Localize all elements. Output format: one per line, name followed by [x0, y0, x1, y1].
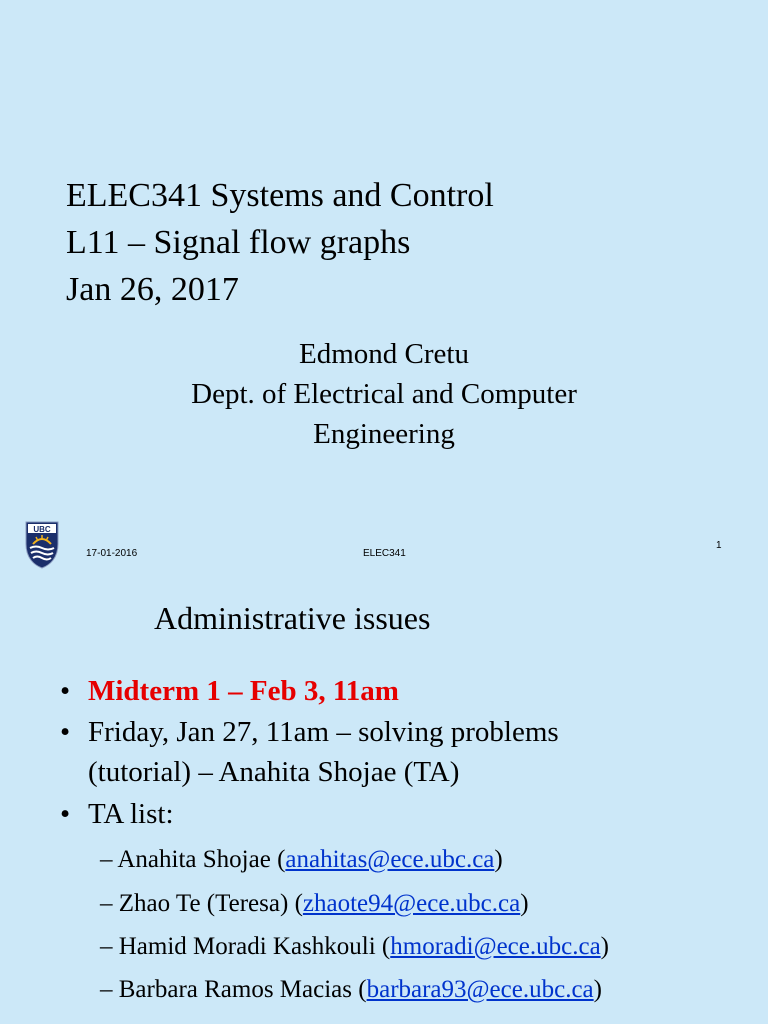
footer-course: ELEC341 — [363, 548, 406, 559]
ta-email-link[interactable]: barbara93@ece.ubc.ca — [366, 976, 594, 1003]
slide-title-lecture: L11 – Signal flow graphs — [66, 224, 411, 261]
ta-close-paren: ) — [494, 846, 503, 873]
admin-slide — [0, 578, 768, 1024]
author-name: Edmond Cretu — [299, 338, 469, 370]
bullet-marker: • — [60, 675, 71, 707]
ta-name: Anahita Shojae — [117, 846, 271, 873]
ta-dash: – — [100, 976, 113, 1003]
ta-open-paren: ( — [352, 976, 367, 1003]
slide-title-date: Jan 26, 2017 — [66, 271, 239, 308]
ta-close-paren: ) — [520, 890, 529, 917]
ta-name: Zhao Te (Teresa) — [118, 890, 289, 917]
bullet-marker: • — [60, 798, 71, 830]
ta-name: Hamid Moradi Kashkouli — [118, 933, 376, 960]
slide-title-course: ELEC341 Systems and Control — [66, 177, 494, 214]
ta-open-paren: ( — [375, 933, 391, 960]
ta-close-paren: ) — [600, 933, 609, 960]
ta-dash: – — [100, 890, 113, 917]
ta-email-link[interactable]: hmoradi@ece.ubc.ca — [390, 933, 601, 960]
author-dept-line1: Dept. of Electrical and Computer — [191, 378, 577, 410]
ta-item — [100, 888, 529, 920]
bullet-marker: • — [60, 716, 71, 748]
ta-item — [100, 974, 602, 1006]
footer-page-number: 1 — [716, 540, 722, 551]
bullet-tutorial-continuation: (tutorial) – Anahita Shojae (TA) — [88, 756, 460, 788]
ta-close-paren: ) — [593, 976, 602, 1003]
ta-item — [100, 931, 609, 963]
ta-name: Barbara Ramos Macias — [118, 976, 353, 1003]
ta-open-paren: ( — [288, 890, 303, 917]
ta-email-link[interactable]: anahitas@ece.ubc.ca — [285, 846, 495, 873]
ubc-crest-icon — [24, 520, 60, 570]
bullet-ta-list-text: TA list: — [88, 798, 174, 830]
ta-email-link[interactable]: zhaote94@ece.ubc.ca — [302, 890, 521, 917]
bullet-midterm-text: Midterm 1 – Feb 3, 11am — [88, 675, 399, 707]
ta-open-paren: ( — [270, 846, 286, 873]
author-dept-line2: Engineering — [313, 418, 455, 450]
ta-dash: – — [100, 933, 113, 960]
bullet-tutorial-text: Friday, Jan 27, 11am – solving problems — [88, 716, 559, 748]
slide-heading: Administrative issues — [154, 600, 431, 636]
ta-dash: – — [100, 846, 113, 873]
ta-item — [100, 844, 503, 876]
logo-text: UBC — [33, 525, 51, 534]
footer-date: 17-01-2016 — [86, 548, 138, 559]
